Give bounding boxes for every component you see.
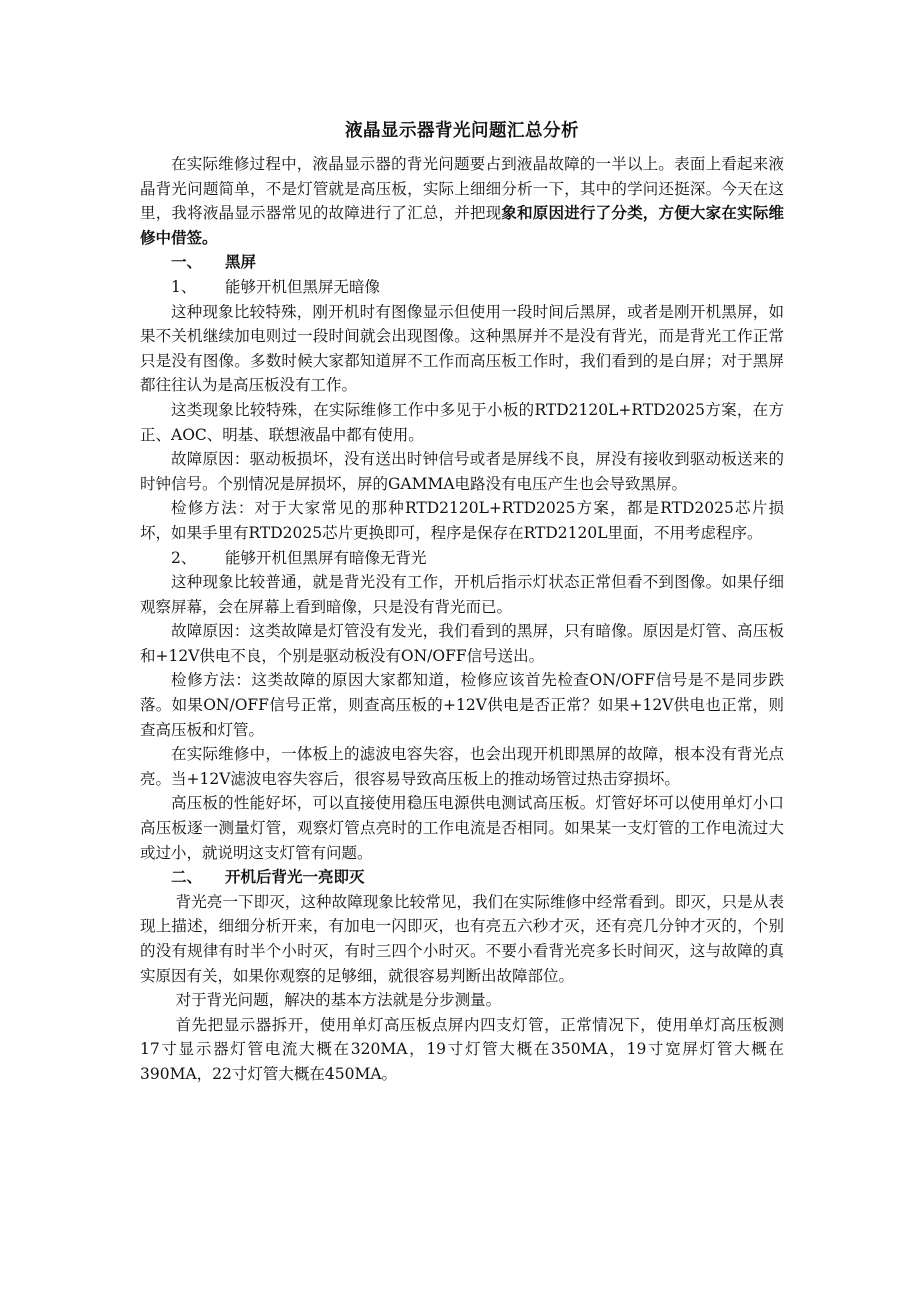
section-title: 开机后背光一亮即灭 [225,867,365,887]
section-number: 二、 [171,867,203,887]
subsection-heading-2 [140,546,784,571]
paragraph: 检修方法：这类故障的原因大家都知道，检修应该首先检查ON/OFF信号是不是同步跌落。如果ON/OFF信号正常，则查高压板的+12V供电是否正常？如果+12V供电也正常，则查高压板和灯管。 [140,671,784,739]
document-page [140,118,784,1087]
subsection-heading-1 [140,275,784,300]
section-heading-2 [140,865,784,890]
subsection-title: 能够开机但黑屏有暗像无背光 [225,548,427,567]
section-heading-1 [140,250,784,275]
paragraph: 对于背光问题，解决的基本方法就是分步测量。 [175,991,502,1010]
intro-text-bold: 象和原因进行了分类，方便大家在实际维修中借签。 [140,203,784,247]
section-number: 一、 [171,252,203,272]
subsection-number: 2、 [171,548,197,567]
paragraph: 首先把显示器拆开，使用单灯高压板点屏内四支灯管，正常情况下，使用单灯高压板测17寸显示器灯管电流大概在320MA，19寸灯管大概在350MA，19寸宽屏灯管大概在390MA，22寸灯管大概在450MA。 [140,1015,784,1083]
intro-paragraph [140,152,784,250]
subsection-number: 1、 [171,277,197,296]
paragraph: 这种现象比较特殊，刚开机时有图像显示但使用一段时间后黑屏，或者是刚开机黑屏，如果不关机继续加电则过一段时间就会出现图像。这种黑屏并不是没有背光，而是背光工作正常只是没有图像。多数时候大家都知道屏不工作而高压板工作时，我们看到的是白屏；对于黑屏都往往认为是高压板没有工作。 [140,302,784,395]
paragraph: 高压板的性能好坏，可以直接使用稳压电源供电测试高压板。灯管好坏可以使用单灯小口高压板逐一测量灯管，观察灯管点亮时的工作电流是否相同。如果某一支灯管的工作电流过大或过小，就说明这支灯管有问题。 [140,794,784,862]
paragraph: 背光亮一下即灭，这种故障现象比较常见，我们在实际维修中经常看到。即灭，只是从表现上描述，细细分析开来，有加电一闪即灭，也有亮五六秒才灭，还有亮几分钟才灭的，个别的没有规律有时半个小时灭，有时三四个小时灭。不要小看背光亮多长时间灭，这与故障的真实原因有关，如果你观察的足够细，就很容易判断出故障部位。 [140,892,784,985]
paragraph: 在实际维修中，一体板上的滤波电容失容，也会出现开机即黑屏的故障，根本没有背光点亮。当+12V滤波电容失容后，很容易导致高压板上的推动场管过热击穿损坏。 [140,745,784,788]
section-title: 黑屏 [225,252,257,272]
paragraph: 这类现象比较特殊，在实际维修工作中多见于小板的RTD2120L+RTD2025方案，在方正、AOC、明基、联想液晶中都有使用。 [140,400,784,444]
paragraph: 这种现象比较普通，就是背光没有工作，开机后指示灯状态正常但看不到图像。如果仔细观察屏幕，会在屏幕上看到暗像，只是没有背光而已。 [140,573,784,616]
paragraph: 故障原因：驱动板损坏，没有送出时钟信号或者是屏线不良，屏没有接收到驱动板送来的时钟信号。个别情况是屏损坏，屏的GAMMA电路没有电压产生也会导致黑屏。 [140,450,784,493]
paragraph: 故障原因：这类故障是灯管没有发光，我们看到的黑屏，只有暗像。原因是灯管、高压板和+12V供电不良，个别是驱动板没有ON/OFF信号送出。 [140,622,784,665]
intro-text: 在实际维修过程中，液晶显示器的背光问题要占到液晶故障的一半以上。表面上看起来液晶背光问题简单，不是灯管就是高压板，实际上细细分析一下，其中的学问还挺深。今天在这里，我将液晶显示器常见的故障进行了汇总，并把现 [140,155,784,223]
subsection-title: 能够开机但黑屏无暗像 [225,277,381,296]
document-title: 液晶显示器背光问题汇总分析 [345,121,579,141]
paragraph: 检修方法：对于大家常见的那种RTD2120L+RTD2025方案，都是RTD2025芯片损坏，如果手里有RTD2025芯片更换即可，程序是保存在RTD2120L里面，不用考虑程序。 [140,499,784,542]
